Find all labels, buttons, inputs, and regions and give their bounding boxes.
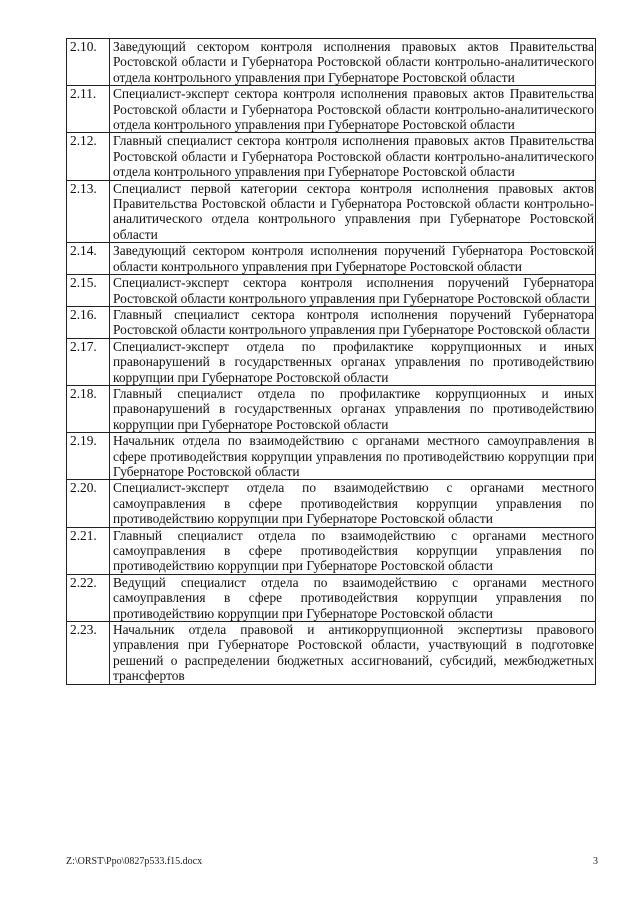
position-title: Ведущий специалист отдела по взаимодействию с органами местного самоуправления в сфере противодействия коррупции управления по противодействию коррупции при Губернаторе Ростовской области [110,574,596,621]
row-number: 2.18. [67,385,110,432]
row-number: 2.16. [67,306,110,338]
row-number: 2.17. [67,338,110,385]
table-row [67,86,596,133]
position-title: Специалист-эксперт сектора контроля исполнения поручений Губернатора Ростовской области контрольного управления при Губернаторе Ростовской области [110,275,596,307]
table-row [67,527,596,574]
table-row [67,338,596,385]
positions-table-body [67,39,596,685]
position-title: Главный специалист отдела по взаимодействию с органами местного самоуправления в сфере противодействия коррупции управления по противодействию коррупции при Губернаторе Ростовской области [110,527,596,574]
row-number: 2.21. [67,527,110,574]
row-number: 2.11. [67,86,110,133]
row-number: 2.10. [67,39,110,86]
position-title: Специалист-эксперт сектора контроля исполнения правовых актов Правительства Ростовской области и Губернатора Ростовской области контрольно-аналитического отдела контрольного управления при Губернаторе Ростовской области [110,86,596,133]
position-title: Начальник отдела по взаимодействию с органами местного самоуправления в сфере противодействия коррупции управления по противодействию коррупции при Губернаторе Ростовской области [110,433,596,480]
position-title: Главный специалист отдела по профилактике коррупционных и иных правонарушений в государственных органах управления по противодействию коррупции при Губернаторе Ростовской области [110,385,596,432]
position-title: Начальник отдела правовой и антикоррупционной экспертизы правового управления при Губернаторе Ростовской области, участвующий в подготовке решений о распределении бюджетных ассигнований, субсидий, межбюджетных трансфертов [110,622,596,685]
table-row [67,574,596,621]
row-number: 2.12. [67,133,110,180]
table-row [67,306,596,338]
row-number: 2.20. [67,480,110,527]
table-row [67,180,596,243]
position-title: Заведующий сектором контроля исполнения правовых актов Правительства Ростовской области и Губернатора Ростовской области контрольно-аналитического отдела контрольного управления при Губернаторе Ростовской области [110,39,596,86]
row-number: 2.19. [67,433,110,480]
row-number: 2.14. [67,243,110,275]
position-title: Главный специалист сектора контроля исполнения поручений Губернатора Ростовской области контрольного управления при Губернаторе Ростовской области [110,306,596,338]
position-title: Специалист первой категории сектора контроля исполнения правовых актов Правительства Ростовской области и Губернатора Ростовской области контрольно-аналитического отдела контрольного управления при Губернаторе Ростовской области [110,180,596,243]
footer-file-path: Z:\ORST\Ppo\0827p533.f15.docx [66,856,203,867]
row-number: 2.15. [67,275,110,307]
table-row [67,39,596,86]
table-row [67,385,596,432]
positions-table [66,38,596,685]
table-row [67,275,596,307]
row-number: 2.23. [67,622,110,685]
table-row [67,243,596,275]
position-title: Специалист-эксперт отдела по взаимодействию с органами местного самоуправления в сфере противодействия коррупции управления по противодействию коррупции при Губернаторе Ростовской области [110,480,596,527]
table-row [67,433,596,480]
position-title: Главный специалист сектора контроля исполнения правовых актов Правительства Ростовской области и Губернатора Ростовской области контрольно-аналитического отдела контрольного управления при Губернаторе Ростовской области [110,133,596,180]
position-title: Заведующий сектором контроля исполнения поручений Губернатора Ростовской области контрольного управления при Губернаторе Ростовской области [110,243,596,275]
page-number: 3 [593,856,598,867]
table-row [67,480,596,527]
position-title: Специалист-эксперт отдела по профилактике коррупционных и иных правонарушений в государственных органах управления по противодействию коррупции при Губернаторе Ростовской области [110,338,596,385]
table-row [67,622,596,685]
table-row [67,133,596,180]
row-number: 2.22. [67,574,110,621]
row-number: 2.13. [67,180,110,243]
